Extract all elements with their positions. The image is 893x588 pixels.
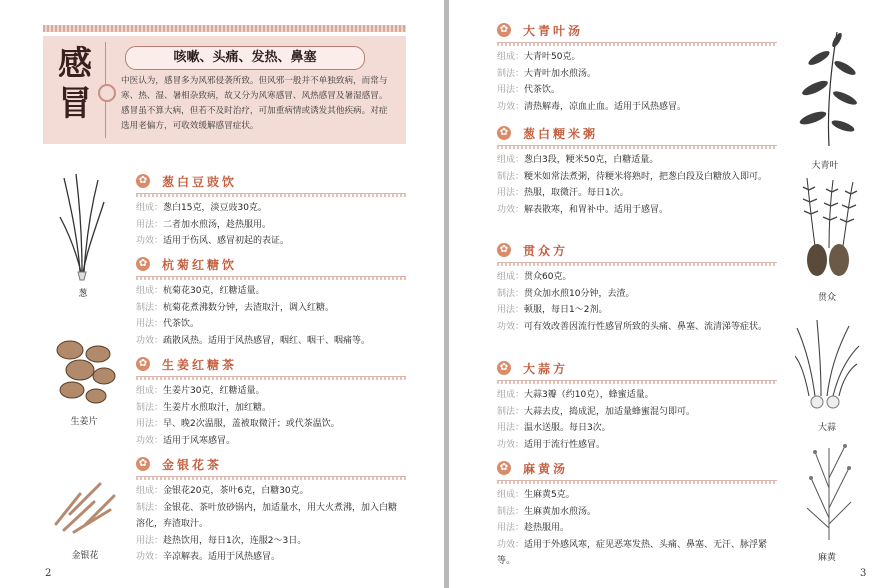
recipe-row: 用法 ： 二者加水煎汤，趁热服用。 [136, 217, 406, 234]
flower-bullet-icon: ✿ [136, 457, 150, 471]
recipe-row: 制法 ： 粳米如常法煮粥，待粳米将熟时，把葱白段及白糖放入即可。 [497, 169, 777, 186]
recipe-row: 组成 ： 杭菊花30克，红糖适量。 [136, 283, 406, 300]
flower-bullet-icon: ✿ [136, 357, 150, 371]
recipe-row: 组成 ： 金银花20克，茶叶6克，白糖30克。 [136, 483, 406, 500]
recipe-title: 杭菊红糖饮 [162, 258, 238, 272]
recipe-section [136, 356, 406, 449]
recipe-row: 功效 ： 解表散寒，和胃补中。适用于感冒。 [497, 202, 777, 219]
flower-bullet-icon: ✿ [136, 257, 150, 271]
recipe-title: 葱白粳米粥 [523, 127, 599, 141]
recipe-row: 组成 ： 大蒜3瓣（约10克），蜂蜜适量。 [497, 387, 777, 404]
right-page [449, 0, 893, 588]
illustration-label: 金银花 [71, 551, 99, 561]
flower-bullet-icon: ✿ [497, 243, 511, 257]
flower-bullet-icon: ✿ [497, 126, 511, 140]
recipe-row: 用法 ： 顿服，每日1～2剂。 [497, 302, 777, 319]
recipe-row: 制法 ： 大蒜去皮，捣成泥，加适量蜂蜜混匀即可。 [497, 404, 777, 421]
recipe-row: 组成 ： 生麻黄5克。 [497, 487, 777, 504]
recipe-row: 功效 ： 可有效改善因流行性感冒所致的头痛、鼻塞、流清涕等症状。 [497, 319, 777, 336]
flower-bullet-icon: ✿ [136, 174, 150, 188]
scallion-illustration-icon [58, 172, 108, 282]
garlic-illustration-icon [795, 316, 861, 410]
ginger-slices-illustration-icon [50, 336, 120, 406]
recipe-row: 制法 ： 金银花、茶叶放砂锅内，加适量水，用大火煮沸，加入白糖溶化，弃渣取汁。 [136, 500, 406, 533]
ephedra-illustration-icon [801, 438, 857, 542]
ornament-ring-icon [98, 84, 116, 102]
recipe-row: 组成 ： 生姜片30克，红糖适量。 [136, 383, 406, 400]
honeysuckle-illustration-icon [50, 474, 120, 536]
header-stripe [43, 25, 406, 32]
recipe-row: 组成 ： 贯众60克。 [497, 269, 777, 286]
recipe-section [136, 456, 406, 566]
illustration-label: 贯众 [817, 293, 836, 303]
chapter-title: 感冒 [58, 44, 92, 124]
flower-bullet-icon: ✿ [497, 361, 511, 375]
recipe-title: 金银花茶 [162, 458, 223, 472]
recipe-row: 功效 ： 辛凉解表。适用于风热感冒。 [136, 549, 406, 566]
recipe-title: 麻黄汤 [523, 462, 569, 476]
recipe-row: 用法 ： 温水送服。每日3次。 [497, 420, 777, 437]
chapter-header [43, 36, 406, 144]
recipe-row: 制法 ： 大青叶加水煎汤。 [497, 66, 777, 83]
recipe-title: 大蒜方 [523, 362, 569, 376]
recipe-section [497, 460, 777, 570]
recipe-row: 用法 ： 趁热服用。 [497, 520, 777, 537]
recipe-row: 组成 ： 葱白3段，粳米50克，白糖适量。 [497, 152, 777, 169]
illustration-label: 麻黄 [817, 553, 836, 563]
chapter-intro: 中医认为，感冒多为风邪侵袭所致。但风邪一般并不单独致病，而常与寒、热、湿、暑相杂致病，故又分为风寒感冒、风热感冒及暑湿感冒。感冒虽不算大病，但若不及时治疗，可加重病情或诱发其他疾病。对症选用老偏方，可收效缓解感冒症状。 [121, 76, 388, 131]
recipe-row: 组成 ： 葱白15克，淡豆豉30克。 [136, 200, 406, 217]
recipe-section [497, 242, 777, 335]
fern-rhizome-illustration-icon [799, 176, 859, 280]
recipe-title: 大青叶汤 [523, 24, 584, 38]
recipe-row: 功效 ： 适用于外感风寒，症见恶寒发热、头痛、鼻塞、无汗、脉浮紧等。 [497, 537, 777, 570]
recipe-section [497, 125, 777, 218]
page-number: 2 [45, 568, 52, 579]
recipe-section [497, 360, 777, 453]
flower-bullet-icon: ✿ [497, 23, 511, 37]
recipe-row: 用法 ： 趁热饮用，每日1次，连服2～3日。 [136, 533, 406, 550]
recipe-section [136, 256, 406, 349]
chapter-subtitle: 咳嗽、头痛、发热、鼻塞 [125, 46, 365, 70]
recipe-title: 葱白豆豉饮 [162, 175, 238, 189]
recipe-row: 功效 ： 适用于风寒感冒。 [136, 433, 406, 450]
recipe-title: 贯众方 [523, 244, 569, 258]
recipe-row: 功效 ： 疏散风热。适用于风热感冒，咽红、咽干、咽痛等。 [136, 333, 406, 350]
recipe-row: 组成 ： 大青叶50克。 [497, 49, 777, 66]
recipe-row: 制法 ： 杭菊花煮沸数分钟，去渣取汁，调入红糖。 [136, 300, 406, 317]
illustration-label: 葱 [78, 289, 88, 299]
isatis-leaf-illustration-icon [797, 28, 857, 148]
left-page [0, 0, 444, 588]
recipe-row: 制法 ： 贯众加水煎10分钟，去渣。 [497, 286, 777, 303]
recipe-section [136, 173, 406, 250]
recipe-row: 用法 ： 早、晚2次温服，盖被取微汗；或代茶温饮。 [136, 416, 406, 433]
recipe-row: 用法 ： 代茶饮。 [136, 316, 406, 333]
illustration-label: 大青叶 [811, 161, 839, 171]
recipe-row: 用法 ： 热服，取微汗。每日1次。 [497, 185, 777, 202]
illustration-label: 生姜片 [70, 417, 98, 427]
page-number: 3 [860, 568, 867, 579]
recipe-row: 功效 ： 清热解毒，凉血止血。适用于风热感冒。 [497, 99, 777, 116]
illustration-label: 大蒜 [817, 423, 836, 433]
recipe-row: 功效 ： 适用于流行性感冒。 [497, 437, 777, 454]
recipe-row: 制法 ： 生麻黄加水煎汤。 [497, 504, 777, 521]
recipe-title: 生姜红糖茶 [162, 358, 238, 372]
recipe-section [497, 22, 777, 115]
recipe-row: 用法 ： 代茶饮。 [497, 82, 777, 99]
recipe-row: 功效 ： 适用于伤风、感冒初起的表证。 [136, 233, 406, 250]
flower-bullet-icon: ✿ [497, 461, 511, 475]
recipe-row: 制法 ： 生姜片水煎取汁，加红糖。 [136, 400, 406, 417]
